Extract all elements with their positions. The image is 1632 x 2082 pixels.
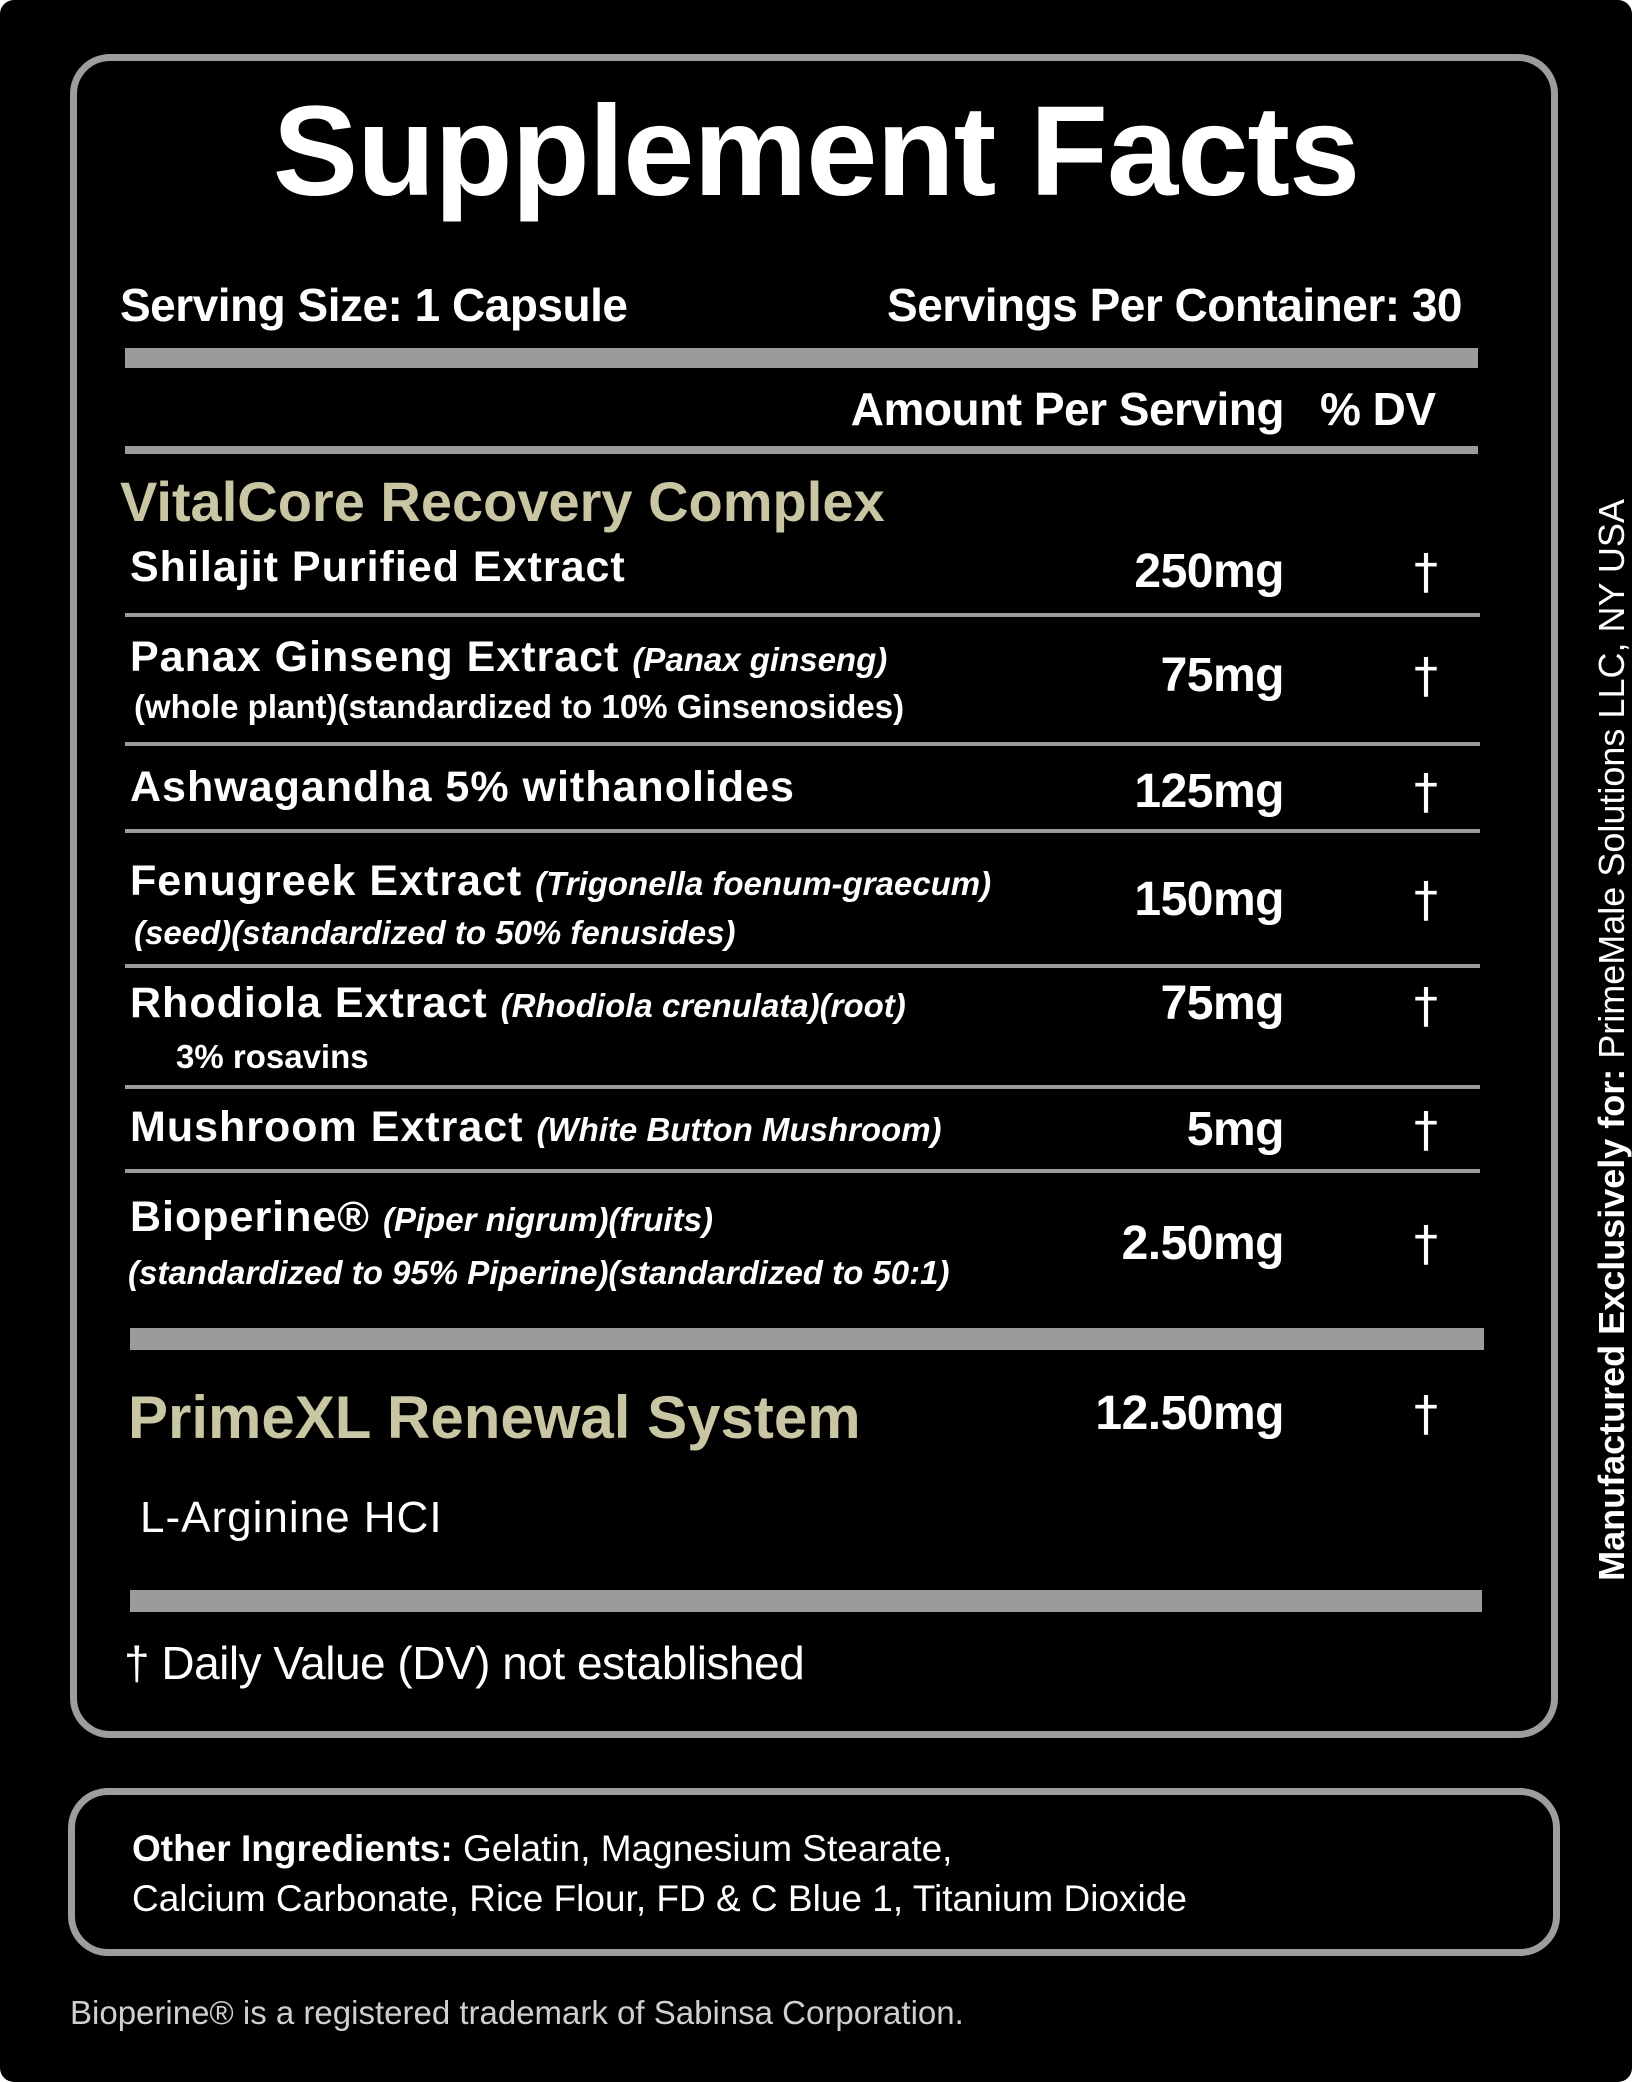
ingredient-name-l-arginine: L-Arginine HCI xyxy=(140,1493,443,1542)
dv-dagger: † xyxy=(1414,978,1438,1034)
row-divider xyxy=(125,964,1480,968)
ingredient-name-mushroom: Mushroom Extract (White Button Mushroom) xyxy=(130,1103,942,1151)
ingredient-amount-mushroom: 5mg xyxy=(1186,1103,1284,1156)
section-title-vitalcore: VitalCore Recovery Complex xyxy=(120,470,885,533)
ingredient-detail-panax-ginseng: (whole plant)(standardized to 10% Ginsenosides) xyxy=(134,688,905,725)
section-title-primexl: PrimeXL Renewal System xyxy=(128,1384,861,1451)
ingredient-name-fenugreek: Fenugreek Extract (Trigonella foenum-graecum) xyxy=(130,857,992,905)
serving-size: Serving Size: 1 Capsule xyxy=(120,279,628,331)
thick-divider xyxy=(130,1328,1484,1350)
dv-column-header: % DV xyxy=(1320,383,1436,435)
row-divider xyxy=(125,742,1480,746)
other-ingredients-line-1: Other Ingredients: Gelatin, Magnesium Stearate, xyxy=(132,1828,953,1869)
dv-dagger: † xyxy=(1414,1386,1438,1442)
other-ingredients-label: Other Ingredients: xyxy=(132,1828,453,1869)
other-ingredients-line-2: Calcium Carbonate, Rice Flour, FD & C Blue 1, Titanium Dioxide xyxy=(132,1878,1187,1919)
row-divider xyxy=(125,613,1480,617)
ingredient-name-panax-ginseng: Panax Ginseng Extract (Panax ginseng) xyxy=(130,633,888,681)
amount-column-header: Amount Per Serving xyxy=(850,383,1284,435)
thick-divider xyxy=(130,1590,1482,1612)
other-ingredients-box xyxy=(68,1788,1560,1956)
ingredient-name-shilajit: Shilajit Purified Extract xyxy=(130,543,626,591)
row-divider xyxy=(125,1169,1480,1173)
ingredient-amount-ashwagandha: 125mg xyxy=(1134,765,1284,818)
ingredient-name-rhodiola: Rhodiola Extract (Rhodiola crenulata)(root) xyxy=(130,979,906,1027)
dv-dagger: † xyxy=(1414,872,1438,928)
section-amount-primexl: 12.50mg xyxy=(1095,1387,1284,1440)
header-divider xyxy=(125,446,1478,454)
ingredient-amount-shilajit: 250mg xyxy=(1134,545,1284,598)
ingredient-name-bioperine: Bioperine® (Piper nigrum)(fruits) xyxy=(130,1193,713,1241)
ingredient-detail-fenugreek: (seed)(standardized to 50% fenusides) xyxy=(134,914,736,951)
dv-dagger: † xyxy=(1414,1216,1438,1272)
ingredient-amount-rhodiola: 75mg xyxy=(1160,977,1284,1030)
row-divider xyxy=(125,829,1480,833)
ingredient-amount-fenugreek: 150mg xyxy=(1134,873,1284,926)
ingredient-detail-rhodiola: 3% rosavins xyxy=(176,1038,369,1075)
dv-dagger: † xyxy=(1414,648,1438,704)
dv-dagger: † xyxy=(1414,1102,1438,1158)
dv-dagger: † xyxy=(1414,544,1438,600)
ingredient-detail-bioperine: (standardized to 95% Piperine)(standardized to 50:1) xyxy=(128,1254,950,1291)
servings-per-container: Servings Per Container: 30 xyxy=(887,279,1462,331)
ingredient-amount-panax-ginseng: 75mg xyxy=(1160,649,1284,702)
ingredient-amount-bioperine: 2.50mg xyxy=(1121,1217,1284,1270)
row-divider xyxy=(125,1085,1480,1089)
thick-divider xyxy=(125,348,1478,368)
dv-dagger: † xyxy=(1414,764,1438,820)
dv-footnote: † Daily Value (DV) not established xyxy=(124,1637,805,1689)
page-title: Supplement Facts xyxy=(272,80,1360,223)
manufacturer-note: Manufactured Exclusively for: PrimeMale Solutions LLC, NY USA xyxy=(1591,499,1632,1581)
trademark-note: Bioperine® is a registered trademark of Sabinsa Corporation. xyxy=(70,1994,964,2031)
ingredient-name-ashwagandha: Ashwagandha 5% withanolides xyxy=(130,763,795,811)
